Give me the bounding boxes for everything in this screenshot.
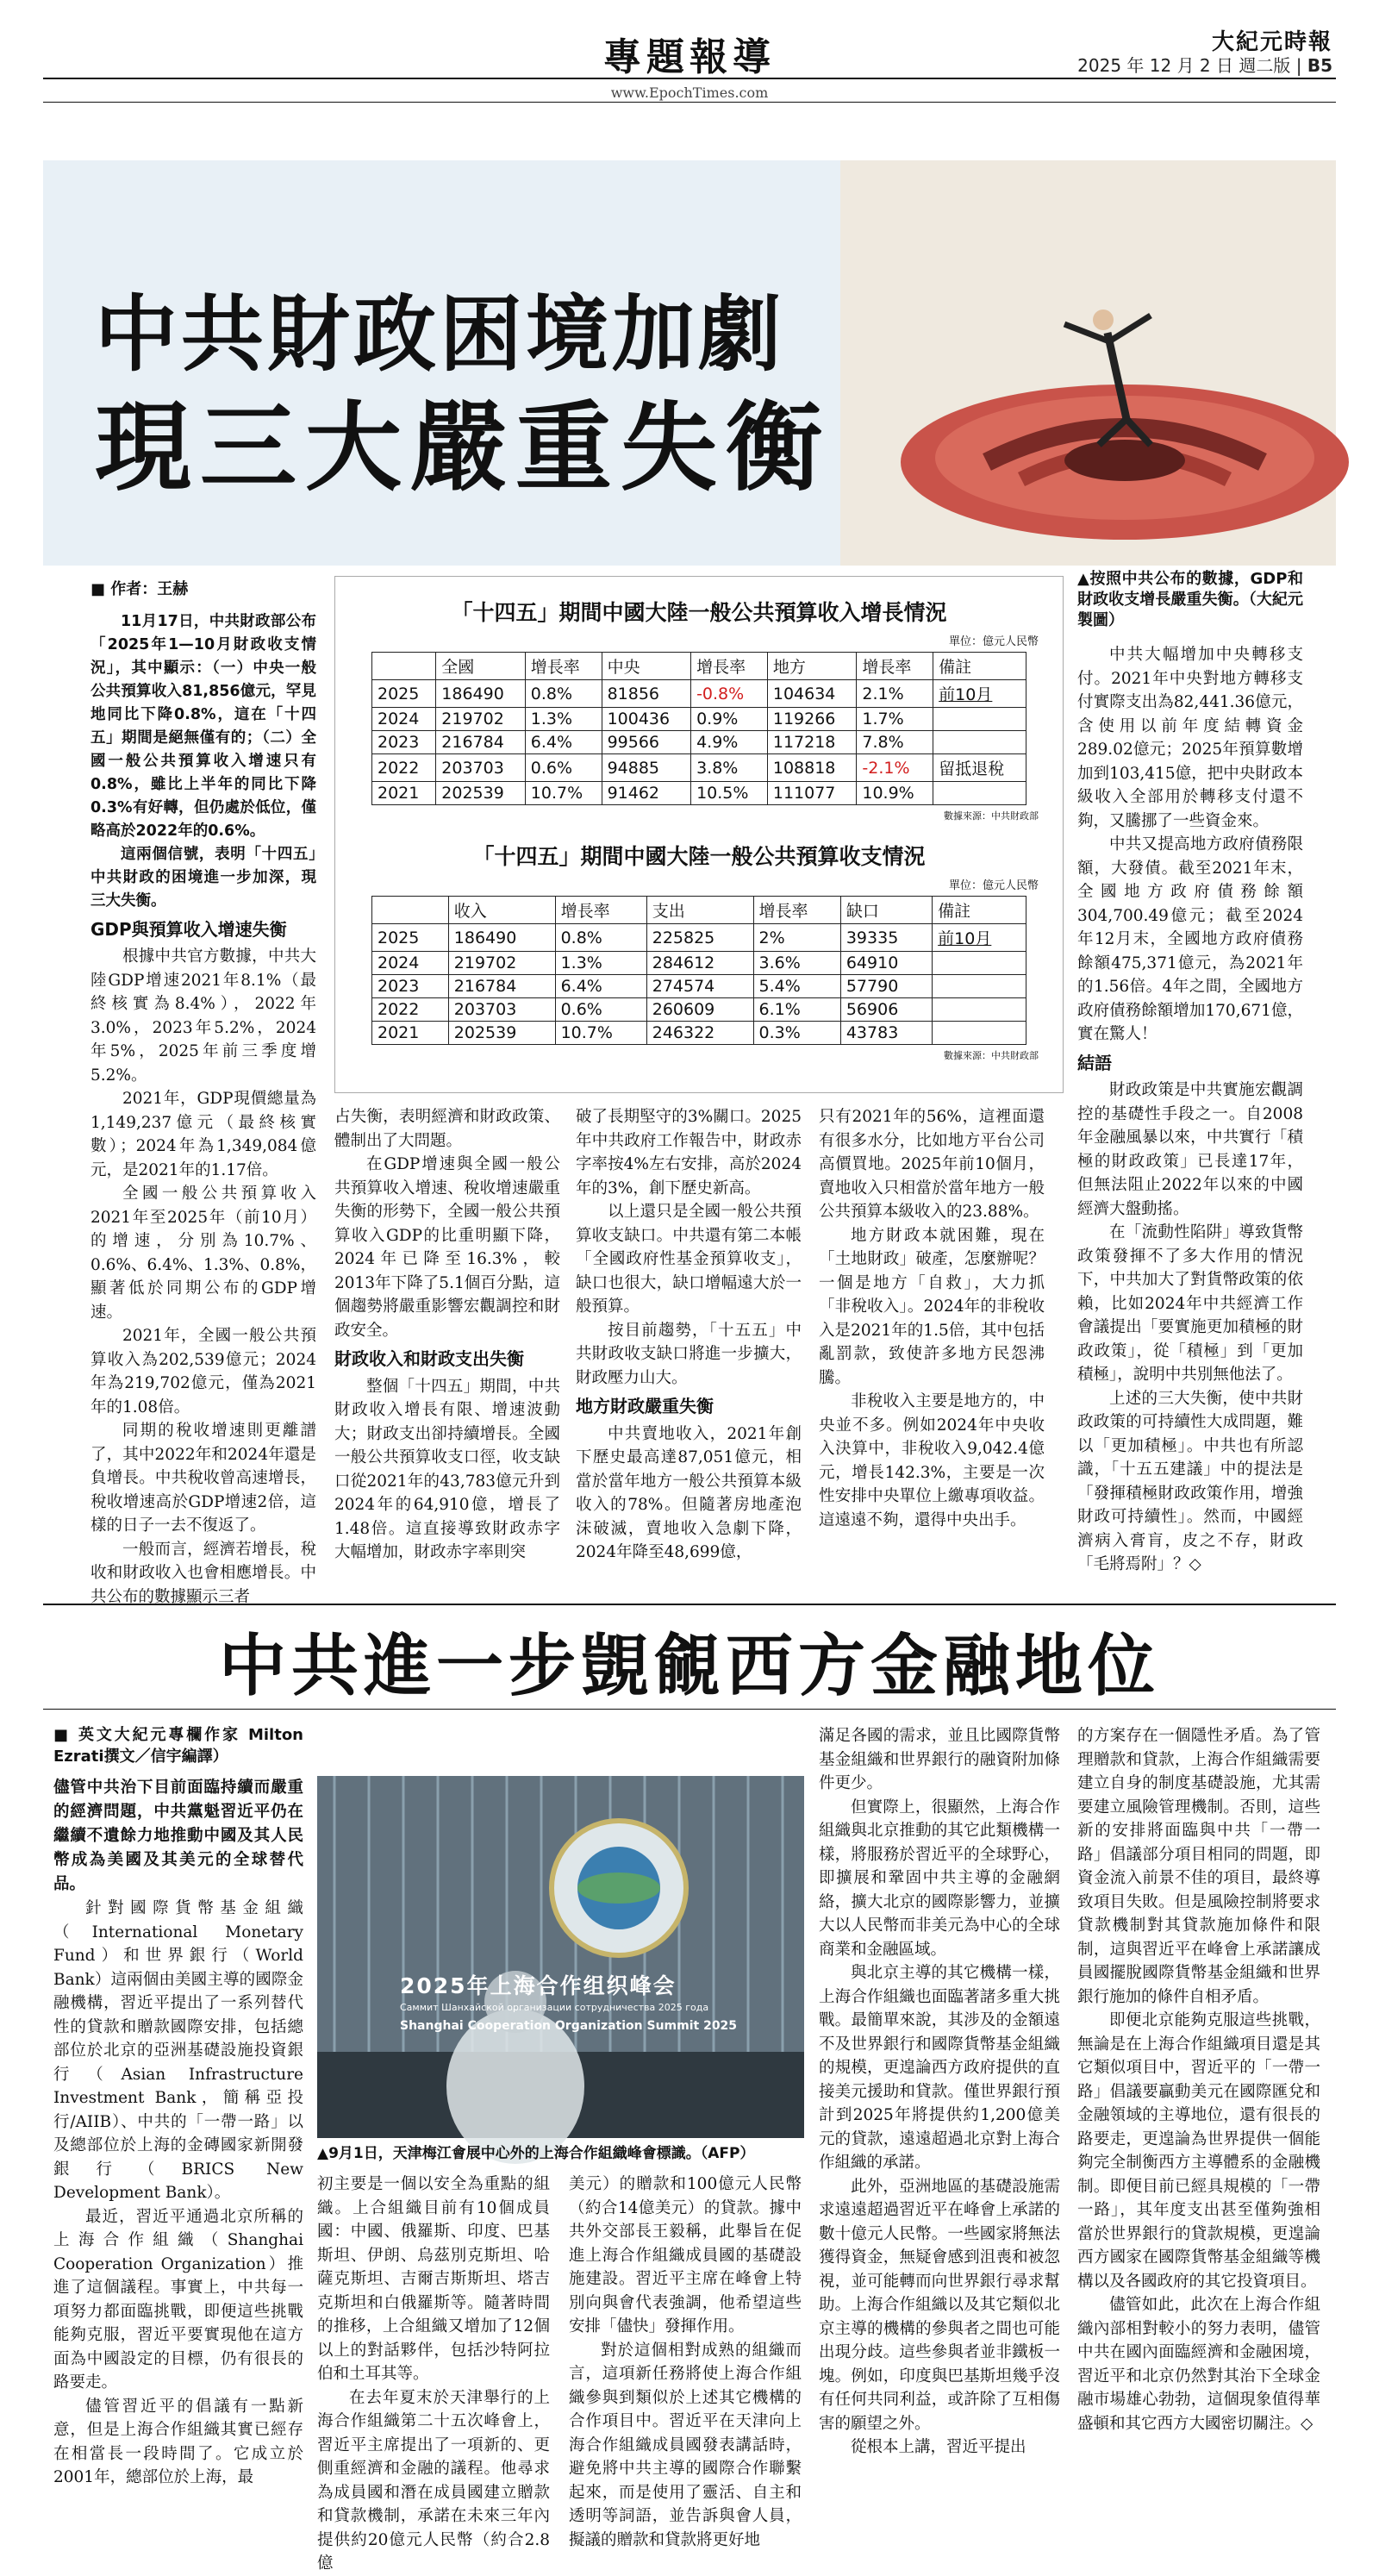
table-cell: 1.7% <box>857 708 933 731</box>
body-paragraph: 的方案存在一個隱性矛盾。為了管理贈款和貸款，上海合作組織需要建立自身的制度基礎設施，尤其需要建立風險管理機制。否則，這些新的安排將面臨與中共「一帶一路」倡議部分項目相同的問題，即資金流入前景不佳的項目，最終導致項目失敗。但是風險控制將要求貸款機制對其貸款施加條件和限制，這與習近平在峰會上承諾讓成員國擺脫國際貨幣基金組織和世界銀行施加的條件自相矛盾。 <box>1077 1727 1320 2006</box>
table-cell: 94885 <box>602 754 691 782</box>
table-cell: 10.5% <box>691 782 768 805</box>
table-cell: 119266 <box>767 708 857 731</box>
table-header-cell: 增長率 <box>555 897 646 924</box>
table-cell <box>933 1022 1026 1045</box>
body-paragraph: 財政政策是中共實施宏觀調控的基礎性手段之一。自2008年金融風暴以來，中共實行「積極的財政政策」已長達17年，但無法阻止2022年以來的中國經濟大盤動搖。 <box>1077 1081 1303 1218</box>
table1-source: 數據來源：中共財政部 <box>944 810 1039 822</box>
header-rule <box>43 78 1336 79</box>
table-cell: 6.4% <box>555 975 646 998</box>
table-cell: 2025 <box>372 924 449 952</box>
body-paragraph: 中共又提高地方政府債務限額，大發債。截至2021年末，全國地方政府債務餘額304,700.49億元；截至2024年12月末，全國地方政府債務餘額475,371億元，為2021年的1.56倍。4年之間，全國地方政府債務餘額增加170,671億，實在驚人！ <box>1077 835 1303 1043</box>
table-cell: 10.7% <box>555 1022 646 1045</box>
table-cell: 64910 <box>840 952 932 975</box>
table-cell: 186490 <box>436 680 526 708</box>
article2-column-2 <box>317 2173 550 2576</box>
author-byline: ■ 英文大紀元專欄作家 Milton Ezrati撰文／信宇編譯） <box>53 1726 303 1766</box>
body-paragraph: 但實際上，很顯然，上海合作組織與北京推動的其它此類機構一樣，將服務於習近平的全球野心，即擴展和鞏固中共主導的金融網絡，擴大北京的國際影響力，並擴大以人民幣而非美元為中心的全球商業和金融區域。 <box>819 1798 1060 1959</box>
table-row <box>372 975 1026 998</box>
body-paragraph: 上述的三大失衡，使中共財政政策的可持續性大成問題，難以「更加積極」。中共也有所認識，「十五五建議」中的提法是「發揮積極財政政策作用，增強財政可持續性」。然而，中國經濟病入膏肓，皮之不存，財政「毛將焉附」？◇ <box>1077 1389 1303 1573</box>
table-cell: 2023 <box>372 975 449 998</box>
body-paragraph: 儘管如此，此次在上海合作組織內部相對較小的努力表明，儘管中共在國內面臨經濟和金融困境，習近平和北京仍然對其治下全球金融市場雄心勃勃，這個現象值得華盛頓和其它西方大國密切關注。◇ <box>1077 2296 1320 2433</box>
revenue-growth-table <box>371 652 1026 805</box>
body-paragraph: 一般而言，經濟若增長，稅收和財政收入也會相應增長。中共公布的數據顯示三者 <box>90 1540 316 1606</box>
subhead-gdp: GDP與預算收入增速失衡 <box>90 918 287 940</box>
body-paragraph: 針對國際貨幣基金組織（International Monetary Fund）和世界銀行（World Bank）這兩個由美國主導的國際金融機構，習近平提出了一系列替代性的貸款和贈款國際安排，包括總部位於北京的亞洲基礎設施投資銀行（Asian Infrastructure Investment Bank，簡稱亞投行/AIIB）、中共的「一帶一路」以及總部位於上海的金磚國家新開發銀行（BRICS New Development Bank）。 <box>53 1899 303 2202</box>
table-header-cell: 地方 <box>767 653 857 680</box>
body-paragraph: 整個「十四五」期間，中共財政收入增長有限、增速波動大；財政支出卻持續增長。全國一般公共預算收支口徑，收支缺口從2021年的43,783億元升到2024年的64,910億，增長了1.48倍。這直接導致財政赤字大幅增加，財政赤字率則突 <box>334 1377 560 1561</box>
table-cell: 2022 <box>372 998 449 1022</box>
table-cell: 56906 <box>840 998 932 1022</box>
body-paragraph: 同期的稅收增速則更離譜了，其中2022年和2024年還是負增長。中共稅收曾高速增長，稅收增速高於GDP增速2倍，這樣的日子一去不復返了。 <box>90 1422 316 1535</box>
article-headline-line2: 現三大嚴重失衡 <box>95 391 831 504</box>
subhead-local-finance: 地方財政嚴重失衡 <box>576 1396 714 1416</box>
body-paragraph: 按目前趨勢，「十五五」中共財政收支缺口將進一步擴大，財政壓力山大。 <box>576 1321 802 1387</box>
lead-paragraph: 11月17日，中共財政部公布「2025年1—10月財政收支情況」，其中顯示：（一）中央一般公共預算收入81,856億元，罕見地同比下降0.8%，這在「十四五」期間是絕無僅有的；（二）全國一般公共預算收入增速只有0.8%，雖比上半年的同比下降0.3%有好轉，但仍處於低位，僅略高於2022年的0.6%。 <box>90 612 316 840</box>
table-header-cell: 全國 <box>436 653 526 680</box>
section-title: 專題報導 <box>603 35 776 79</box>
table-cell: 2.1% <box>857 680 933 708</box>
table-cell: 203703 <box>436 754 526 782</box>
article1-column-5 <box>1077 569 1303 1577</box>
body-paragraph: 在「流動性陷阱」導致貨幣政策發揮不了多大作用的情況下，中共加大了對貨幣政策的依賴，比如2024年中共經濟工作會議提出「要實施更加積極的財政政策」，從「積極」到「更加積極」，說明中共別無他法了。 <box>1077 1223 1303 1384</box>
table-cell <box>933 782 1026 805</box>
table-header-cell: 增長率 <box>753 897 840 924</box>
table-cell: 117218 <box>767 731 857 754</box>
author-byline: ■ 作者：王赫 <box>90 580 189 598</box>
table-cell: 前10月 <box>933 924 1026 952</box>
table-cell: 260609 <box>646 998 753 1022</box>
body-paragraph: 2021年，全國一般公共預算收入為202,539億元；2024年為219,702億元，僅為2021年的1.08倍。 <box>90 1327 316 1416</box>
table-cell: 246322 <box>646 1022 753 1045</box>
table2-source: 數據來源：中共財政部 <box>944 1050 1039 1061</box>
body-paragraph: 全國一般公共預算收入2021年至2025年（前10月）的增速，分別為10.7%、0.6%、6.4%、1.3%、0.8%，顯著低於同期公布的GDP增速。 <box>90 1185 316 1322</box>
table-cell: 2021 <box>372 782 436 805</box>
headline-rule <box>43 1709 1336 1710</box>
table-cell: 2024 <box>372 952 449 975</box>
table-cell: 5.4% <box>753 975 840 998</box>
body-paragraph: 非稅收入主要是地方的，中央並不多。例如2024年中央收入決算中，非稅收入9,042.4億元，增長142.3%，主要是一次性安排中央單位上繳專項收益。這遠遠不夠，還得中央出手。 <box>819 1392 1045 1529</box>
table-row <box>372 754 1026 782</box>
revenue-expenditure-table <box>371 896 1026 1045</box>
newspaper-brand: 大紀元時報 <box>1211 29 1332 55</box>
lead-paragraph-2: 這兩個信號，表明「十四五」中共財政的困境進一步加深，現三大失衡。 <box>90 845 316 910</box>
table-cell: 1.3% <box>555 952 646 975</box>
table-cell: 216784 <box>448 975 555 998</box>
table-cell: 2023 <box>372 731 436 754</box>
table-cell: 202539 <box>436 782 526 805</box>
table-cell: 39335 <box>840 924 932 952</box>
table-cell: 前10月 <box>933 680 1026 708</box>
article1-column-1 <box>90 578 316 1609</box>
table-cell: 99566 <box>602 731 691 754</box>
issue-date: 2025 年 12 月 2 日 週二版 | B5 <box>1077 55 1332 76</box>
banner-title-cn: 2025年上海合作组织峰会 <box>400 1973 677 1998</box>
header-rule-lower <box>43 102 1336 103</box>
table-cell: 111077 <box>767 782 857 805</box>
table-cell: 43783 <box>840 1022 932 1045</box>
photo-caption: ▲9月1日，天津梅江會展中心外的上海合作組織峰會標識。（AFP） <box>317 2145 755 2162</box>
table-cell: 104634 <box>767 680 857 708</box>
table-row <box>372 731 1026 754</box>
body-paragraph: 占失衡，表明經濟和財政政策、體制出了大問題。 <box>334 1108 560 1150</box>
table-cell: 6.1% <box>753 998 840 1022</box>
table-cell: 0.6% <box>555 998 646 1022</box>
table-cell: -2.1% <box>857 754 933 782</box>
article2-column-5 <box>1077 1724 1320 2435</box>
table-header-cell <box>372 653 436 680</box>
table-cell: 留抵退稅 <box>933 754 1026 782</box>
table-header-row <box>372 897 1026 924</box>
table-header-cell: 中央 <box>602 653 691 680</box>
body-paragraph: 2021年，GDP現價總量為1,149,237億元（最終核實數）；2024年為1,349,084億元，是2021年的1.17倍。 <box>90 1090 316 1179</box>
body-paragraph: 中共賣地收入，2021年創下歷史最高達87,051億元，相當於當年地方一般公共預算本級收入的78%。但隨著房地產泡沫破滅，賣地收入急劇下降，2024年降至48,699億， <box>576 1424 802 1561</box>
article1-column-3 <box>576 1105 802 1565</box>
section-divider <box>43 1604 1336 1605</box>
summit-photo <box>317 1776 804 2138</box>
table-cell: 219702 <box>436 708 526 731</box>
table-cell: 0.3% <box>753 1022 840 1045</box>
body-paragraph: 即便北京能夠克服這些挑戰，無論是在上海合作組織項目還是其它類似項目中，習近平的「一帶一路」倡議要贏動美元在國際匯兌和金融領域的主導地位，還有很長的路要走，更遑論為世界提供一個能夠完全制衡西方主導體系的金融機制。即便目前已經具規模的「一帶一路」，其年度支出甚至僅夠強相當於世界銀行的貸款規模，更遑論西方國家在國際貨幣基金組織等機構以及各國政府的其它投資項目。 <box>1077 2011 1320 2291</box>
table-cell: 225825 <box>646 924 753 952</box>
lead-paragraph: 儘管中共治下目前面臨持續而嚴重的經濟問題，中共黨魁習近平仍在繼續不遺餘力地推動中國及其人民幣成為美國及其美元的全球替代品。 <box>53 1779 303 1893</box>
table-cell: -0.8% <box>691 680 768 708</box>
table-cell: 2022 <box>372 754 436 782</box>
subhead-conclusion: 結語 <box>1077 1052 1112 1073</box>
table2-title: 「十四五」期間中國大陸一般公共預算收支情況 <box>472 844 926 869</box>
subhead-revenue-expenditure: 財政收入和財政支出失衡 <box>334 1348 524 1369</box>
table-cell: 91462 <box>602 782 691 805</box>
table-cell <box>933 952 1026 975</box>
article2-column-3 <box>569 2173 802 2552</box>
table-cell: 274574 <box>646 975 753 998</box>
table-header-cell: 支出 <box>646 897 753 924</box>
site-url: www.EpochTimes.com <box>0 84 1379 101</box>
table2-unit: 單位：億元人民幣 <box>948 879 1039 892</box>
body-paragraph: 與北京主導的其它機構一樣，上海合作組織也面臨著諸多重大挑戰。最簡單來說，其涉及的金額遠不及世界銀行和國際貨幣基金組織的規模，更遑論西方政府提供的直接美元援助和貸款。僅世界銀行預計到2025年將提供約1,200億美元的貸款，遠遠超過北京對上海合作組織的承諾。 <box>819 1964 1060 2172</box>
table-cell <box>933 998 1026 1022</box>
table-cell: 10.9% <box>857 782 933 805</box>
body-paragraph: 在去年夏末於天津舉行的上海合作組織第二十五次峰會上，習近平主席提出了一項新的、更側重經濟和金融的議程。他尋求為成員國和潛在成員國建立贈款和貸款機制，承諾在未來三年內提供約20億元人民幣（約合2.8億 <box>317 2388 550 2573</box>
table-row <box>372 952 1026 975</box>
table-cell: 0.8% <box>525 680 602 708</box>
table-cell: 2% <box>753 924 840 952</box>
body-paragraph: 只有2021年的56%，這裡面還有很多水分，比如地方平台公司高價買地。2025年前10個月，賣地收入只相當於當年地方一般公共預算本級收入的23.88%。 <box>819 1108 1045 1221</box>
table-cell: 202539 <box>448 1022 555 1045</box>
table-cell: 108818 <box>767 754 857 782</box>
table-cell: 3.8% <box>691 754 768 782</box>
body-paragraph: 滿足各國的需求，並且比國際貨幣基金組織和世界銀行的融資附加條件更少。 <box>819 1727 1060 1792</box>
table-cell: 0.6% <box>525 754 602 782</box>
table-cell: 6.4% <box>525 731 602 754</box>
article1-column-4 <box>819 1105 1045 1532</box>
table-cell: 284612 <box>646 952 753 975</box>
body-paragraph: 根據中共官方數據，中共大陸GDP增速2021年8.1%（最終核實為8.4%），2022年3.0%，2023年5.2%，2024年5%，2025年前三季度增5.2%。 <box>90 947 316 1085</box>
data-table-panel <box>334 576 1064 1093</box>
table-cell: 216784 <box>436 731 526 754</box>
table-cell: 100436 <box>602 708 691 731</box>
table-row <box>372 998 1026 1022</box>
table-header-cell: 收入 <box>448 897 555 924</box>
body-paragraph: 以上還只是全國一般公共預算收支缺口。中共還有第二本帳「全國政府性基金預算收支」，缺口也很大，缺口增幅遠大於一般預算。 <box>576 1203 802 1316</box>
table-cell: 2021 <box>372 1022 449 1045</box>
table-row <box>372 924 1026 952</box>
table-header-cell <box>372 897 449 924</box>
table-row <box>372 1022 1026 1045</box>
table-row <box>372 708 1026 731</box>
body-paragraph: 此外，亞洲地區的基礎設施需求遠遠超過習近平在峰會上承諾的數十億元人民幣。一些國家將無法獲得資金，無疑會感到沮喪和被忽視，並可能轉而向世界銀行尋求幫助。上海合作組織以及其它類似北京主導的機構的參與者之間也可能出現分歧。這些參與者並非鐵板一塊。例如，印度與巴基斯坦幾乎沒有任何共同利益，或許除了互相傷害的願望之外。 <box>819 2177 1060 2433</box>
table-cell: 7.8% <box>857 731 933 754</box>
table-cell <box>933 731 1026 754</box>
table-cell: 219702 <box>448 952 555 975</box>
table-header-cell: 增長率 <box>525 653 602 680</box>
table-cell: 2025 <box>372 680 436 708</box>
table-cell: 203703 <box>448 998 555 1022</box>
table-cell <box>933 708 1026 731</box>
body-paragraph: 美元）的贈款和100億元人民幣（約合14億美元）的貸款。據中共外交部長王毅稱，此舉旨在促進上海合作組織成員國的基礎設施建設。習近平主席在峰會上特別向與會代表強調，他希望這些安排「儘快」發揮作用。 <box>569 2175 802 2335</box>
body-paragraph: 在GDP增速與全國一般公共預算收入增速、稅收增速嚴重失衡的形勢下，全國一般公共預算收入GDP的比重明顯下降，2024年已降至16.3%，較2013年下降了5.1個百分點，這個趨勢將嚴重影響宏觀調控和財政安全。 <box>334 1155 560 1340</box>
table-cell: 0.8% <box>555 924 646 952</box>
hero-illustration <box>840 160 1336 566</box>
chart-caption: ▲按照中共公布的數據，GDP和財政收支增長嚴重失衡。（大紀元製圖） <box>1077 570 1303 629</box>
body-paragraph: 從根本上講，習近平提出 <box>851 2438 1026 2456</box>
table-cell: 4.9% <box>691 731 768 754</box>
table-cell: 1.3% <box>525 708 602 731</box>
table-row <box>372 782 1026 805</box>
table-header-cell: 備註 <box>933 897 1026 924</box>
table-cell: 10.7% <box>525 782 602 805</box>
table-cell: 0.9% <box>691 708 768 731</box>
article2-column-4 <box>819 1724 1060 2460</box>
body-paragraph: 地方財政本就困難，現在「土地財政」破產，怎麼辦呢？一個是地方「自救」，大力抓「非稅收入」。2024年的非稅收入是2021年的1.5倍，其中包括亂罰款，致使許多地方民怨沸騰。 <box>819 1226 1045 1387</box>
body-paragraph: 初主要是一個以安全為重點的組織。上合組織目前有10個成員國：中國、俄羅斯、印度、巴基斯坦、伊朗、烏茲別克斯坦、哈薩克斯坦、吉爾吉斯斯坦、塔吉克斯坦和白俄羅斯等。隨著時間的推移，上合組織又增加了12個以上的對話夥伴，包括沙特阿拉伯和土耳其等。 <box>317 2175 550 2383</box>
table-header-cell: 缺口 <box>840 897 932 924</box>
table-header-row <box>372 653 1026 680</box>
body-paragraph: 中共大幅增加中央轉移支付。2021年中央對地方轉移支付實際支出為82,441.36億元，含使用以前年度結轉資金289.02億元；2025年預算數增加到103,415億，把中央財政本級收入全部用於轉移支付還不夠，又騰挪了一些資金來。 <box>1077 646 1303 830</box>
banner-title-ru: Саммит Шанхайской организации сотрудничества 2025 года <box>400 2002 709 2013</box>
table-row <box>372 680 1026 708</box>
article-headline-line1: 中共財政困境加劇 <box>95 286 784 383</box>
article1-column-2 <box>334 1105 560 1565</box>
table-header-cell: 增長率 <box>857 653 933 680</box>
table-cell: 2024 <box>372 708 436 731</box>
table1-unit: 單位：億元人民幣 <box>948 635 1039 648</box>
table-header-cell: 增長率 <box>691 653 768 680</box>
table-header-cell: 備註 <box>933 653 1026 680</box>
table-cell: 3.6% <box>753 952 840 975</box>
body-paragraph: 破了長期堅守的3%關口。2025年中共政府工作報告中，財政赤字率按4%左右安排，高於2024年的3%，創下歷史新高。 <box>576 1108 802 1197</box>
table-cell <box>933 975 1026 998</box>
table1-title: 「十四五」期間中國大陸一般公共預算收入增長情況 <box>451 600 947 625</box>
table-cell: 57790 <box>840 975 932 998</box>
table-cell: 186490 <box>448 924 555 952</box>
body-paragraph: 最近，習近平通過北京所稱的上海合作組織（Shanghai Cooperation Organization）推進了這個議程。事實上，中共每一項努力都面臨挑戰，即便這些挑戰能夠克服，習近平要實現他在這方面為中國設定的目標，仍有很長的路要走。 <box>53 2207 303 2392</box>
article2-column-1 <box>53 1724 303 2490</box>
body-paragraph: 對於這個相對成熟的組織而言，這項新任務將使上海合作組織參與到類似於上述其它機構的合作項目中。習近平在天津向上海合作組織成員國發表講話時，避免將中共主導的國際合作聯繫起來，而是使用了靈活、自主和透明等詞語，並告訴與會人員，擬議的贈款和貸款將更好地 <box>569 2341 802 2549</box>
banner-title-en: Shanghai Cooperation Organization Summit 2025 <box>400 2019 738 2033</box>
table-cell: 81856 <box>602 680 691 708</box>
body-paragraph: 儘管習近平的倡議有一點新意，但是上海合作組織其實已經存在相當長一段時間了。它成立於2001年，總部位於上海，最 <box>53 2397 303 2486</box>
article2-headline: 中共進一步覬覦西方金融地位 <box>218 1628 1160 1705</box>
